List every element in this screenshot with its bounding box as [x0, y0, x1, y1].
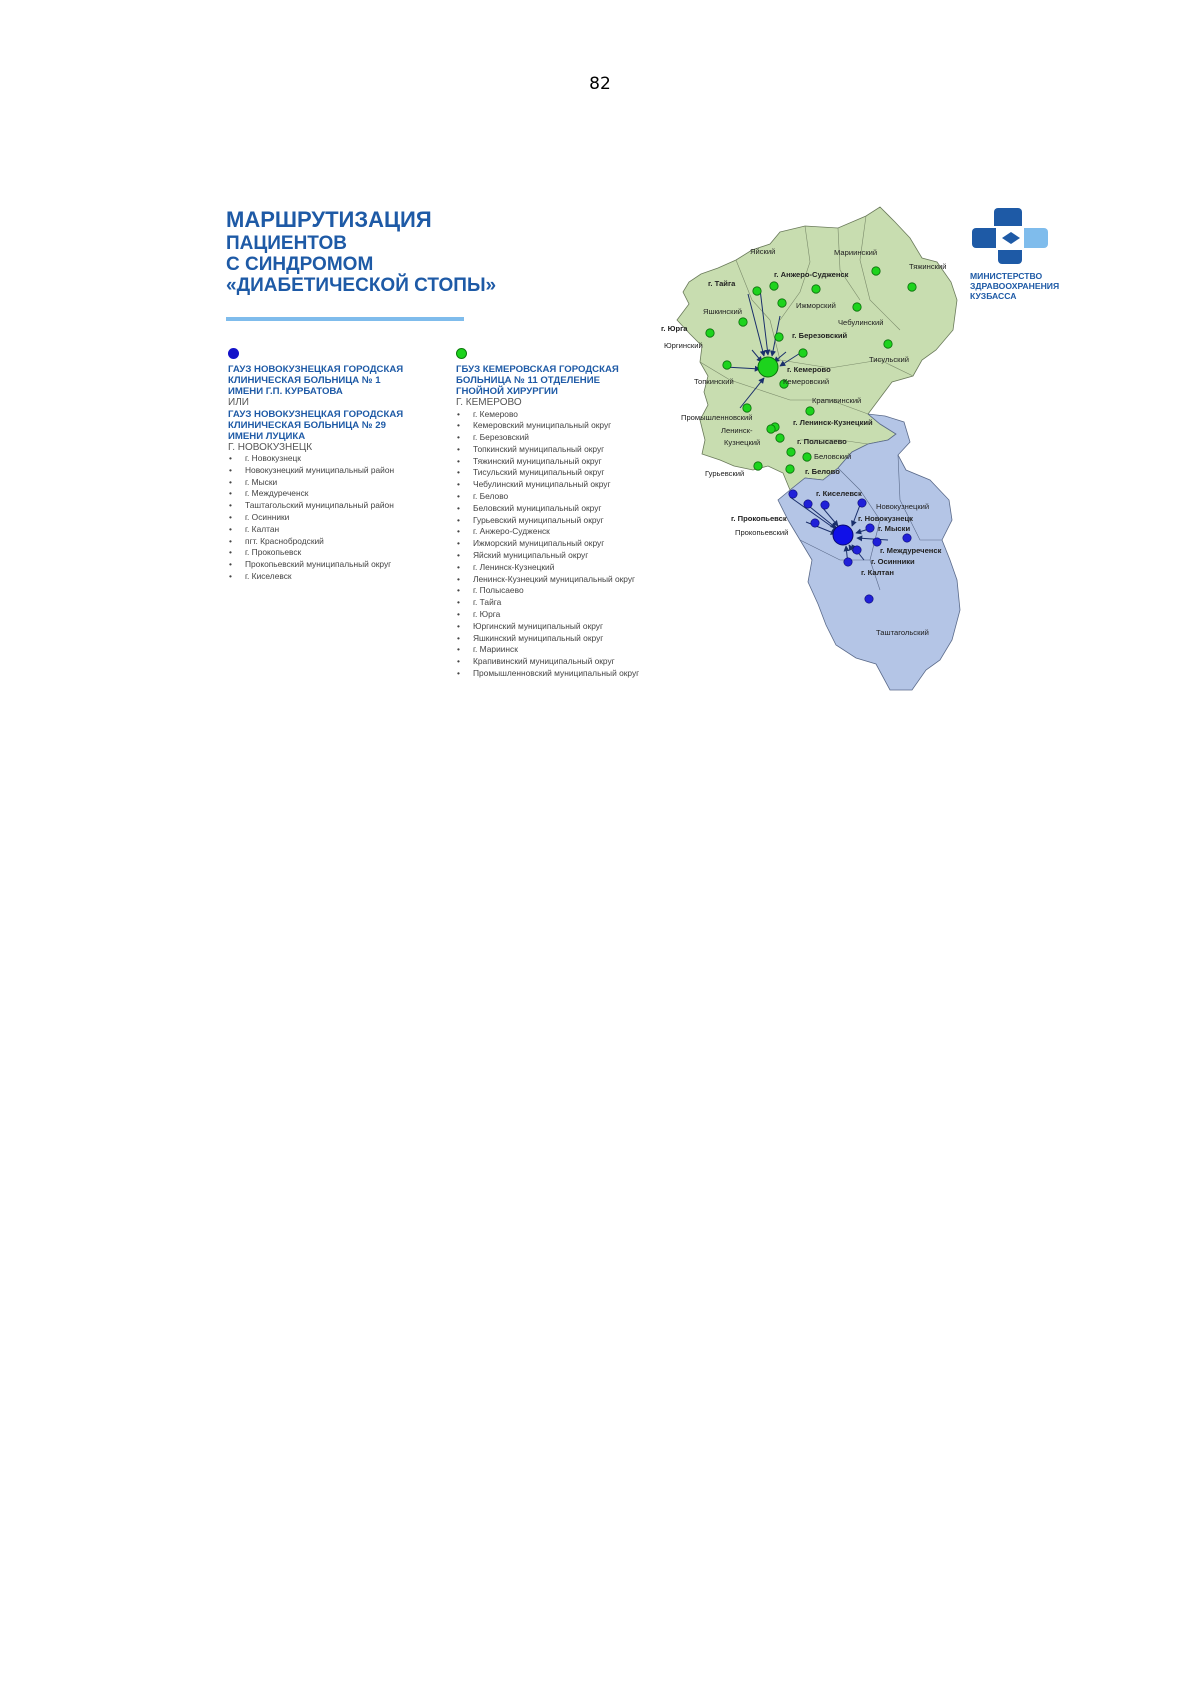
list-item: • г. Тайга	[456, 597, 676, 609]
blue-marker-icon	[821, 501, 829, 509]
list-item: • Яшкинский муниципальный округ	[456, 633, 676, 645]
map-label: Яйский	[750, 247, 776, 256]
green-marker-icon	[767, 425, 775, 433]
list-item: • г. Прокопьевск	[228, 547, 443, 559]
list-item: • Кемеровский муниципальный округ	[456, 420, 676, 432]
blue-marker-icon	[866, 524, 874, 532]
title-line-4: «ДИАБЕТИЧЕСКОЙ СТОПЫ»	[226, 275, 497, 297]
blue-marker-icon	[903, 534, 911, 542]
map-label: Новокузнецкий	[876, 502, 930, 511]
blue-marker-icon	[804, 500, 812, 508]
green-marker-icon	[872, 267, 880, 275]
map-label: г. Осинники	[871, 557, 915, 566]
list-item: • Беловский муниципальный округ	[456, 503, 676, 515]
green-marker-icon	[884, 340, 892, 348]
map-label: г. Мыски	[878, 524, 911, 533]
map-label: г. Ленинск-Кузнецкий	[793, 418, 873, 427]
green-marker-icon	[786, 465, 794, 473]
list-item: • Промышленновский муниципальный округ	[456, 668, 676, 680]
green-marker-icon	[787, 448, 795, 456]
or-text: ИЛИ	[228, 397, 249, 408]
list-item: • Прокопьевский муниципальный округ	[228, 559, 443, 571]
map-label: г. Междуреченск	[880, 546, 942, 555]
novokuznetsk-routing-column	[228, 348, 443, 583]
title-divider	[226, 317, 464, 321]
list-item: • Яйский муниципальный округ	[456, 550, 676, 562]
novokuznetsk-areas-list	[228, 453, 443, 583]
blue-marker-icon	[811, 519, 819, 527]
green-marker-icon	[778, 299, 786, 307]
map-label: Ижморский	[796, 301, 836, 310]
ministry-logo	[970, 206, 1080, 268]
green-marker-icon	[803, 453, 811, 461]
map-label: г. Киселевск	[816, 489, 862, 498]
map-label: Мариинский	[834, 248, 878, 257]
green-marker-icon	[754, 462, 762, 470]
novokuznetsk-hub-icon	[833, 525, 853, 545]
map-label: Таштагольский	[876, 628, 929, 637]
green-marker-icon	[753, 287, 761, 295]
map-label: г. Березовский	[792, 331, 848, 340]
green-marker-icon	[776, 434, 784, 442]
list-item: • Тяжинский муниципальный округ	[456, 456, 676, 468]
list-item: • Таштагольский муниципальный район	[228, 500, 443, 512]
green-marker-icon	[806, 407, 814, 415]
list-item: • г. Мариинск	[456, 644, 676, 656]
list-item: • г. Полысаево	[456, 585, 676, 597]
kemerovo-hub-icon	[758, 357, 778, 377]
list-item: • Новокузнецкий муниципальный район	[228, 465, 443, 477]
map-label: г. Белово	[805, 467, 840, 476]
list-item: • г. Киселевск	[228, 571, 443, 583]
map-label: г. Полысаево	[797, 437, 847, 446]
map-label: Беловский	[814, 452, 852, 461]
map-label: г. Калтан	[861, 568, 894, 577]
kemerovo-hospital-11: ГБУЗ КЕМЕРОВСКАЯ ГОРОДСКАЯ БОЛЬНИЦА № 11 ОТДЕЛЕНИЕ ГНОЙНОЙ ХИРУРГИИ	[456, 364, 619, 397]
map-label: г. Юрга	[661, 324, 688, 333]
list-item: • г. Белово	[456, 491, 676, 503]
blue-marker-icon	[844, 558, 852, 566]
list-item: • Юргинский муниципальный округ	[456, 621, 676, 633]
green-marker-icon	[456, 348, 467, 359]
map-label: г. Кемерово	[787, 365, 831, 374]
green-marker-icon	[853, 303, 861, 311]
kuzbass-region-map	[650, 200, 970, 705]
map-label: г. Новокузнецк	[858, 514, 913, 523]
page-title	[226, 208, 496, 296]
list-item: • Ижморский муниципальный округ	[456, 538, 676, 550]
map-label: г. Анжеро-Судженск	[774, 270, 849, 279]
green-marker-icon	[706, 329, 714, 337]
green-marker-icon	[770, 282, 778, 290]
list-item: • Ленинск-Кузнецкий муниципальный округ	[456, 574, 676, 586]
map-label: Ленинск-	[721, 426, 753, 435]
list-item: • г. Кемерово	[456, 409, 676, 421]
map-label: Тисульский	[869, 355, 909, 364]
blue-marker-icon	[858, 499, 866, 507]
list-item: • г. Новокузнецк	[228, 453, 443, 465]
blue-marker-icon	[853, 546, 861, 554]
map-label: Гурьевский	[705, 469, 745, 478]
title-line-2: ПАЦИЕНТОВ	[226, 232, 347, 254]
map-label: Промышленновский	[681, 413, 753, 422]
green-marker-icon	[908, 283, 916, 291]
city-novokuznetsk: Г. НОВОКУЗНЕЦК	[228, 441, 313, 453]
list-item: • г. Междуреченск	[228, 488, 443, 500]
list-item: • Крапивинский муниципальный округ	[456, 656, 676, 668]
map-label: Чебулинский	[838, 318, 884, 327]
map-label: Яшкинский	[703, 307, 742, 316]
green-marker-icon	[723, 361, 731, 369]
blue-marker-icon	[789, 490, 797, 498]
map-label: Кузнецкий	[724, 438, 761, 447]
city-kemerovo: Г. КЕМЕРОВО	[456, 397, 522, 408]
title-line-3: С СИНДРОМОМ	[226, 253, 374, 275]
map-label: Крапивинский	[812, 396, 862, 405]
novokuznetsk-hospital-29: ГАУЗ НОВОКУЗНЕЦКАЯ ГОРОДСКАЯ КЛИНИЧЕСКАЯ БОЛЬНИЦА № 29 ИМЕНИ ЛУЦИКА	[228, 408, 404, 442]
list-item: • г. Анжеро-Судженск	[456, 526, 676, 538]
list-item: • пгт. Краснобродский	[228, 536, 443, 548]
list-item: • г. Юрга	[456, 609, 676, 621]
green-marker-icon	[812, 285, 820, 293]
map-label: Тяжинский	[909, 262, 947, 271]
title-line-1: МАРШРУТИЗАЦИЯ	[226, 207, 432, 232]
list-item: • Топкинский муниципальный округ	[456, 444, 676, 456]
list-item: • г. Ленинск-Кузнецкий	[456, 562, 676, 574]
kemerovo-zone-region	[677, 207, 957, 490]
map-label: Прокопьевский	[735, 528, 789, 537]
list-item: • г. Осинники	[228, 512, 443, 524]
list-item: • Тисульский муниципальный округ	[456, 467, 676, 479]
green-marker-icon	[743, 404, 751, 412]
page-number: 82	[589, 74, 611, 94]
ministry-name: МИНИСТЕРСТВО ЗДРАВООХРАНЕНИЯ КУЗБАССА	[970, 271, 1060, 301]
list-item: • Гурьевский муниципальный округ	[456, 515, 676, 527]
map-label: Топкинский	[694, 377, 734, 386]
map-label: г. Тайга	[708, 279, 736, 288]
blue-marker-icon	[865, 595, 873, 603]
blue-marker-icon	[228, 348, 239, 359]
list-item: • Чебулинский муниципальный округ	[456, 479, 676, 491]
green-marker-icon	[799, 349, 807, 357]
kemerovo-areas-list	[456, 409, 676, 680]
blue-marker-icon	[873, 538, 881, 546]
map-label: Юргинский	[664, 341, 703, 350]
list-item: • г. Калтан	[228, 524, 443, 536]
novokuznetsk-hospital-1: ГАУЗ НОВОКУЗНЕЦКАЯ ГОРОДСКАЯ КЛИНИЧЕСКАЯ БОЛЬНИЦА № 1 ИМЕНИ Г.П. КУРБАТОВА	[228, 364, 404, 397]
kemerovo-routing-column	[456, 348, 676, 680]
map-label: Кемеровский	[783, 377, 830, 386]
list-item: • г. Березовский	[456, 432, 676, 444]
green-marker-icon	[775, 333, 783, 341]
list-item: • г. Мыски	[228, 477, 443, 489]
map-label: г. Прокопьевск	[731, 514, 787, 523]
green-marker-icon	[739, 318, 747, 326]
